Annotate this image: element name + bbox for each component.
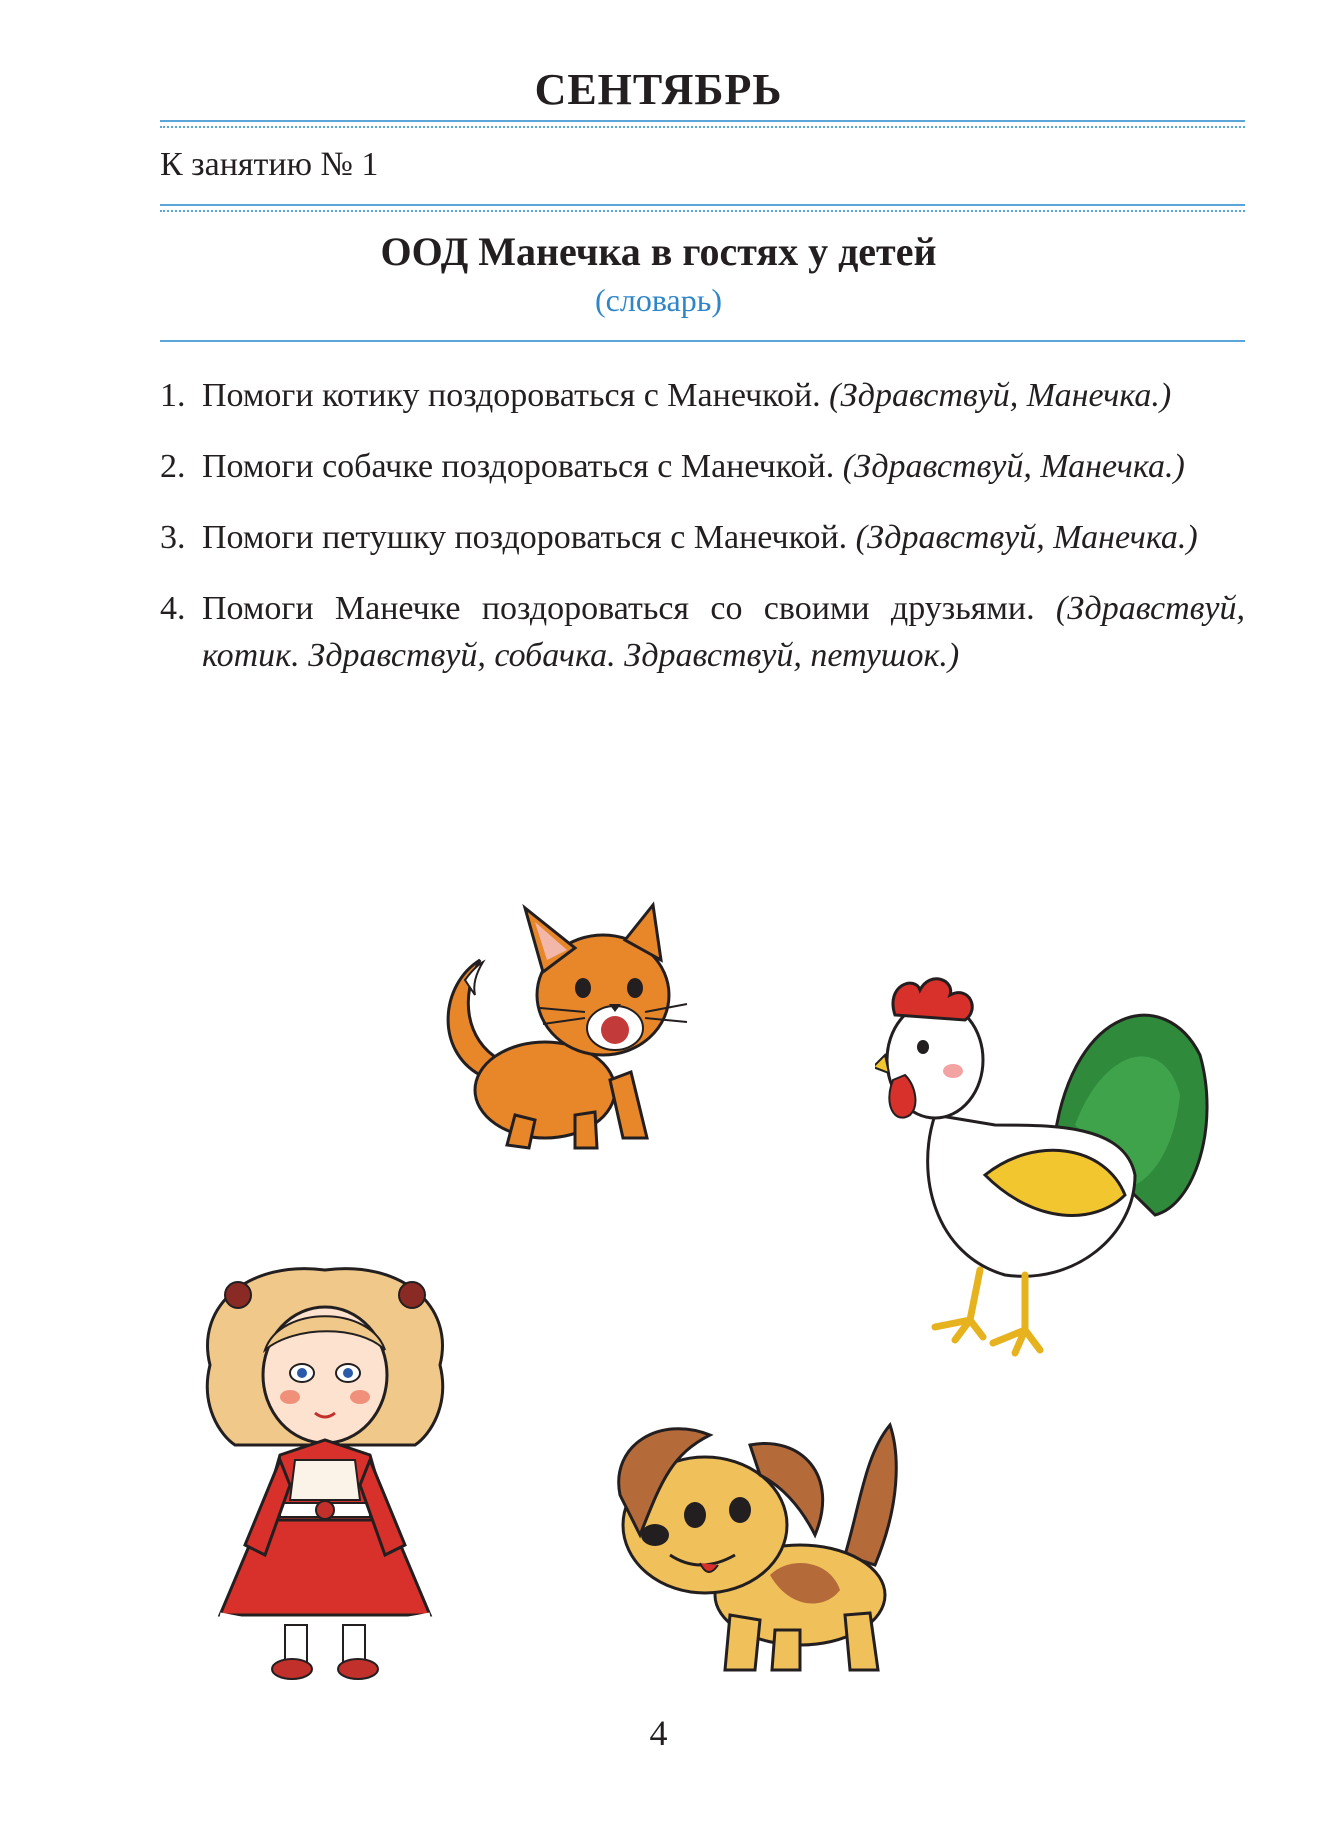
task-number: 4. <box>160 590 186 627</box>
page-subtitle: (словарь) <box>595 282 722 318</box>
puppy-icon <box>600 1415 930 1680</box>
task-text: Помоги котику поздороваться с Манечкой. <box>202 377 821 414</box>
task-item <box>160 514 1245 561</box>
lesson-reference: К занятию № 1 <box>160 146 379 183</box>
task-text: Помоги Манечке поздороваться со своими друзьями. <box>202 590 1035 627</box>
section-month-heading: СЕНТЯБРЬ <box>534 65 783 114</box>
page-number: 4 <box>649 1713 668 1753</box>
task-item <box>160 372 1245 419</box>
task-list <box>160 372 1245 703</box>
header-rule-2 <box>160 204 1245 216</box>
task-number: 2. <box>160 448 186 485</box>
title-rule <box>160 340 1245 346</box>
header-rule <box>160 120 1245 132</box>
task-answer: (Здравствуй, котик. Здравствуй, собачка. Здравствуй, петушок.) <box>202 590 1246 674</box>
task-answer: (Здравствуй, Манечка.) <box>842 448 1185 485</box>
task-item <box>160 443 1245 490</box>
task-item <box>160 585 1245 679</box>
task-answer: (Здравствуй, Манечка.) <box>855 519 1198 556</box>
task-number: 3. <box>160 519 186 556</box>
doll-icon <box>200 1265 450 1685</box>
task-text: Помоги петушку поздороваться с Манечкой. <box>202 519 848 556</box>
task-answer: (Здравствуй, Манечка.) <box>829 377 1172 414</box>
task-text: Помоги собачке поздороваться с Манечкой. <box>202 448 835 485</box>
page-title: ООД Манечка в гостях у детей <box>380 229 937 274</box>
rooster-icon <box>875 975 1220 1360</box>
kitten-icon <box>425 900 695 1160</box>
task-number: 1. <box>160 377 186 414</box>
